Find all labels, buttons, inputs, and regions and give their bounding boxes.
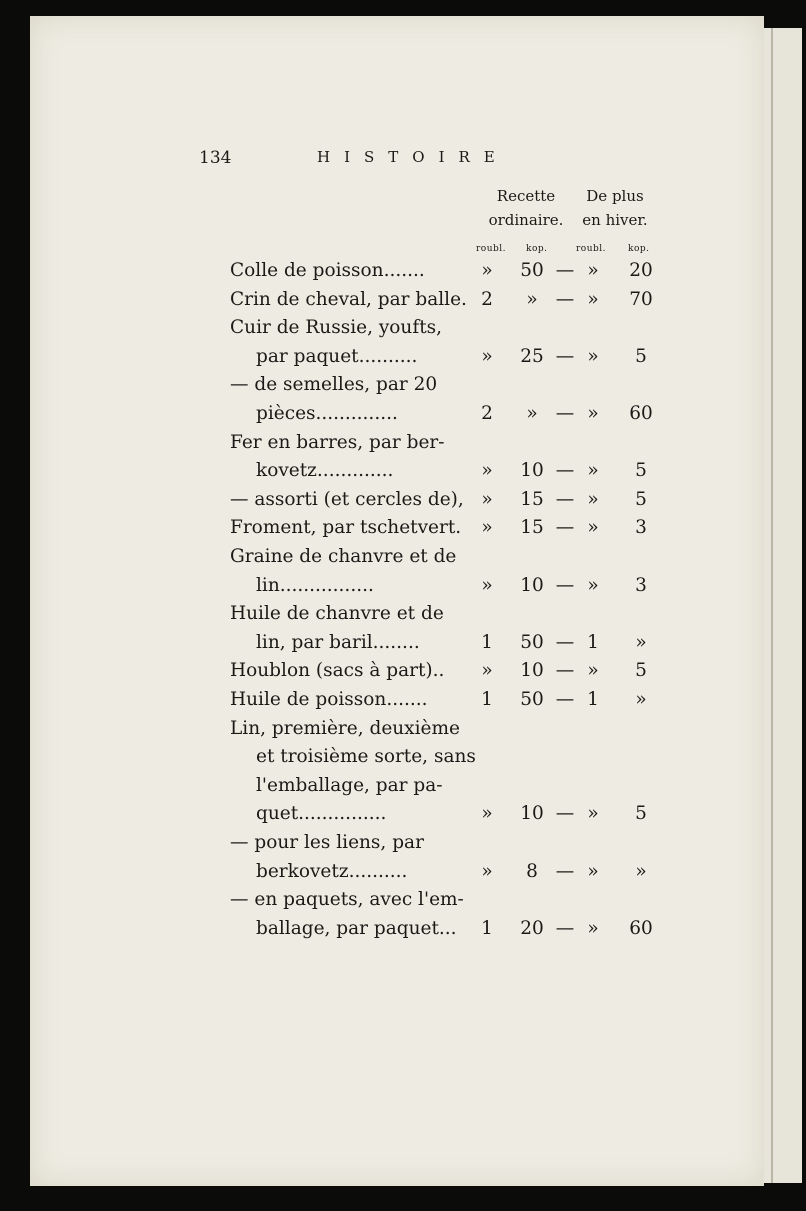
row-value-1: »	[481, 860, 493, 882]
row-label: kovetz.............	[256, 460, 394, 482]
row-label: pièces..............	[256, 403, 398, 424]
row-value-5: 70	[629, 288, 653, 310]
row-value-5: 5	[635, 460, 647, 482]
table-row	[0, 746, 806, 776]
row-label: — pour les liens, par	[230, 832, 424, 853]
row-value-1: 1	[481, 689, 493, 710]
column-head-recette-line1: Recette	[496, 187, 556, 205]
row-value-3: —	[555, 288, 575, 310]
row-value-4: »	[587, 803, 599, 825]
column-head-de-plus-line1: De plus	[586, 187, 644, 205]
table-row	[0, 432, 806, 462]
row-value-3: —	[555, 460, 575, 482]
row-label: Fer en barres, par ber-	[230, 431, 445, 453]
table-row	[0, 374, 806, 404]
row-value-5: 5	[635, 803, 647, 825]
column-head-recette-line2: ordinaire.	[488, 211, 564, 229]
row-value-2: 20	[520, 917, 544, 939]
row-value-3: —	[555, 574, 575, 596]
table-row	[0, 689, 806, 719]
row-label: berkovetz..........	[256, 860, 408, 882]
row-value-1: 1	[481, 631, 493, 653]
row-value-3: —	[555, 345, 575, 367]
unit-roubl-2: roubl.	[576, 244, 607, 254]
row-label: Cuir de Russie, youfts,	[230, 317, 443, 339]
row-value-4: »	[587, 488, 599, 510]
table-row	[0, 346, 806, 376]
row-value-3: —	[555, 860, 575, 882]
row-value-5: 5	[635, 345, 647, 367]
row-value-5: 3	[635, 517, 647, 539]
row-label: Froment, par tschetvert.	[230, 517, 462, 539]
row-value-4: »	[587, 860, 599, 882]
row-value-2: 10	[520, 803, 544, 825]
unit-kop-1: kop.	[526, 244, 548, 254]
row-label: et troisième sorte, sans	[256, 746, 476, 768]
row-value-2: »	[526, 403, 538, 424]
row-label: Lin, première, deuxième	[230, 717, 460, 739]
row-value-4: 1	[587, 689, 599, 710]
row-value-5: »	[635, 860, 647, 882]
row-value-5: »	[635, 631, 647, 653]
row-value-2: »	[526, 288, 538, 310]
unit-kop-2: kop.	[628, 244, 650, 254]
row-value-1: 1	[481, 917, 493, 939]
row-value-2: 25	[520, 345, 544, 367]
table-row	[0, 889, 806, 919]
row-value-4: »	[587, 574, 599, 596]
unit-roubl-1: roubl.	[476, 244, 507, 254]
row-value-3: —	[555, 689, 575, 710]
row-value-4: »	[587, 917, 599, 939]
row-value-1: »	[481, 460, 493, 482]
row-value-1: »	[481, 345, 493, 367]
table-row	[0, 718, 806, 748]
column-head-de-plus-line2: en hiver.	[582, 211, 648, 229]
row-value-4: 1	[587, 631, 599, 653]
row-value-2: 50	[520, 689, 544, 710]
table-row	[0, 460, 806, 490]
row-value-3: —	[555, 631, 575, 653]
row-label: par paquet..........	[256, 345, 418, 367]
table-row	[0, 803, 806, 833]
row-value-3: —	[555, 660, 575, 682]
row-value-1: 2	[481, 403, 493, 424]
row-value-1: »	[481, 517, 493, 539]
row-value-1: 2	[481, 288, 493, 310]
row-label: — assorti (et cercles de),	[230, 488, 464, 510]
row-label: l'emballage, par pa-	[256, 774, 443, 796]
row-value-1: »	[481, 488, 493, 510]
table-row	[0, 575, 806, 605]
row-value-2: 15	[520, 517, 544, 539]
row-value-4: »	[587, 288, 599, 310]
table-row	[0, 775, 806, 805]
row-value-5: 60	[629, 917, 653, 939]
row-value-2: 8	[526, 860, 538, 882]
row-value-2: 50	[520, 631, 544, 653]
page-number: 134	[199, 148, 232, 168]
row-value-5: 5	[635, 660, 647, 682]
table-row	[0, 289, 806, 319]
row-value-2: 10	[520, 574, 544, 596]
row-label: Colle de poisson.......	[230, 260, 425, 281]
row-label: — en paquets, avec l'em-	[230, 889, 464, 911]
row-label: lin, par baril........	[256, 631, 420, 653]
row-value-5: 3	[635, 574, 647, 596]
table-row	[0, 832, 806, 862]
row-value-4: »	[587, 403, 599, 424]
row-value-2: 10	[520, 660, 544, 682]
row-label: quet...............	[256, 803, 387, 825]
row-value-3: —	[555, 917, 575, 939]
row-value-3: —	[555, 803, 575, 825]
row-value-1: »	[481, 803, 493, 825]
row-label: lin................	[256, 574, 374, 596]
table-row	[0, 489, 806, 519]
row-value-4: »	[587, 460, 599, 482]
row-value-4: »	[587, 517, 599, 539]
row-value-5: 60	[629, 403, 653, 424]
row-label: Crin de cheval, par balle.	[230, 288, 467, 310]
row-label: Huile de chanvre et de	[230, 603, 444, 625]
table-row	[0, 317, 806, 347]
row-value-2: 15	[520, 488, 544, 510]
row-label: Graine de chanvre et de	[230, 546, 457, 567]
row-value-3: —	[555, 488, 575, 510]
row-value-1: »	[481, 260, 493, 281]
table-row	[0, 260, 806, 290]
running-title: HISTOIRE	[317, 148, 509, 166]
row-label: — de semelles, par 20	[230, 374, 438, 396]
row-value-5: »	[635, 689, 647, 710]
row-label: ballage, par paquet...	[256, 917, 457, 939]
table-row	[0, 918, 806, 948]
table-row	[0, 632, 806, 662]
row-value-5: 20	[629, 260, 653, 281]
table-row	[0, 861, 806, 891]
row-value-4: »	[587, 660, 599, 682]
row-value-1: »	[481, 574, 493, 596]
row-value-5: 5	[635, 488, 647, 510]
row-value-3: —	[555, 517, 575, 539]
table-row	[0, 517, 806, 547]
row-label: Houblon (sacs à part)..	[230, 660, 445, 682]
table-row	[0, 660, 806, 690]
table-row	[0, 546, 806, 576]
row-value-4: »	[587, 260, 599, 281]
row-value-4: »	[587, 345, 599, 367]
table-row	[0, 603, 806, 633]
row-label: Huile de poisson.......	[230, 689, 428, 710]
row-value-2: 10	[520, 460, 544, 482]
row-value-3: —	[555, 403, 575, 424]
row-value-2: 50	[520, 260, 544, 281]
row-value-1: »	[481, 660, 493, 682]
table-row	[0, 403, 806, 433]
row-value-3: —	[555, 260, 575, 281]
